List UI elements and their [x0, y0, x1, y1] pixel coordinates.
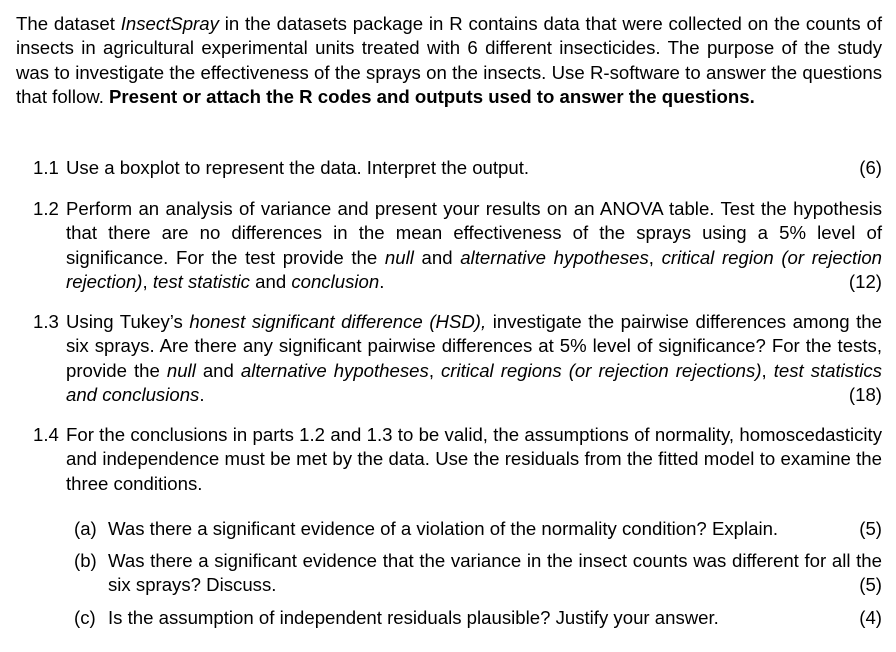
- question-number: 1.1: [33, 157, 59, 178]
- question-text: .: [199, 384, 205, 406]
- subquestion-label: (c): [74, 607, 96, 628]
- question-1-4: [33, 423, 882, 496]
- question-term: alternative hypotheses: [240, 359, 429, 381]
- question-term: critical region (or rejection rejection): [66, 246, 883, 293]
- subquestion-marks: (5): [859, 518, 882, 539]
- question-text: Using Tukey’s: [66, 311, 190, 332]
- question-1-2: [33, 197, 882, 295]
- question-text: and: [413, 246, 461, 268]
- intro-instruction: Present or attach the R codes and outputs used to answer the questions.: [109, 86, 755, 108]
- subquestion-b: [74, 549, 882, 598]
- subquestion-text: Was there a significant evidence that the variance in the insect counts was different for all the six sprays? Discuss.: [108, 550, 882, 596]
- question-term: test statistic: [152, 271, 250, 293]
- subquestion-label: (a): [74, 518, 97, 539]
- question-text: ,: [761, 359, 774, 381]
- subquestion-marks: (4): [859, 607, 882, 628]
- question-number: 1.2: [33, 198, 59, 219]
- question-term: honest significant difference (HSD),: [189, 311, 487, 332]
- subquestion-c: [74, 606, 882, 630]
- intro-text-2: in the datasets package in R contains data that were collected on the counts of insects in agricultural experimental units treated with 6 different insecticides. The purpose of the study was to investigate the effectiveness of the sprays on the insects. Use R-software to answer the questions that follow.: [16, 13, 882, 108]
- question-text: .: [379, 271, 385, 293]
- intro-text: The dataset: [16, 13, 121, 34]
- question-text: investigate the pairwise differences among the six sprays. Are there any significant pairwise differences at 5% level of significance? For the tests, provide the: [66, 311, 882, 381]
- subquestion-a: [74, 517, 882, 541]
- question-text: ,: [428, 359, 441, 381]
- question-text: For the conclusions in parts 1.2 and 1.3 to be valid, the assumptions of normality, homoscedasticity and independence must be met by the data. Use the residuals from the fitted model to examine the three conditions.: [66, 424, 882, 494]
- question-term: test statistics and conclusions: [66, 359, 882, 406]
- question-marks: (18): [848, 384, 882, 406]
- question-marks: (12): [848, 271, 882, 293]
- dataset-name: InsectSpray: [120, 13, 219, 34]
- question-term: critical regions (or rejection rejections): [441, 359, 762, 381]
- question-text: ,: [648, 246, 662, 268]
- question-text: Use a boxplot to represent the data. Interpret the output.: [66, 157, 530, 178]
- question-marks: (6): [859, 157, 882, 178]
- subquestion-text: Was there a significant evidence of a violation of the normality condition? Explain.: [108, 518, 779, 539]
- intro-paragraph: [16, 12, 882, 110]
- question-term: conclusion: [291, 271, 380, 293]
- question-text: and: [195, 359, 241, 381]
- question-text: Perform an analysis of variance and present your results on an ANOVA table. Test the hypothesis that there are no differences in the mean effectiveness of the sprays using a 5% level of significance. For the test provide the: [66, 198, 882, 268]
- subquestion-text: Is the assumption of independent residuals plausible? Justify your answer.: [108, 607, 719, 628]
- question-number: 1.4: [33, 424, 59, 445]
- question-text: and: [249, 271, 292, 293]
- question-term: null: [166, 359, 196, 381]
- question-1-1: [33, 156, 882, 180]
- question-term: alternative hypotheses: [460, 246, 649, 268]
- question-number: 1.3: [33, 311, 59, 332]
- question-1-3: [33, 310, 882, 408]
- subquestion-label: (b): [74, 550, 97, 571]
- question-text: ,: [142, 271, 153, 293]
- question-term: null: [384, 246, 414, 268]
- subquestion-marks: (5): [859, 574, 882, 596]
